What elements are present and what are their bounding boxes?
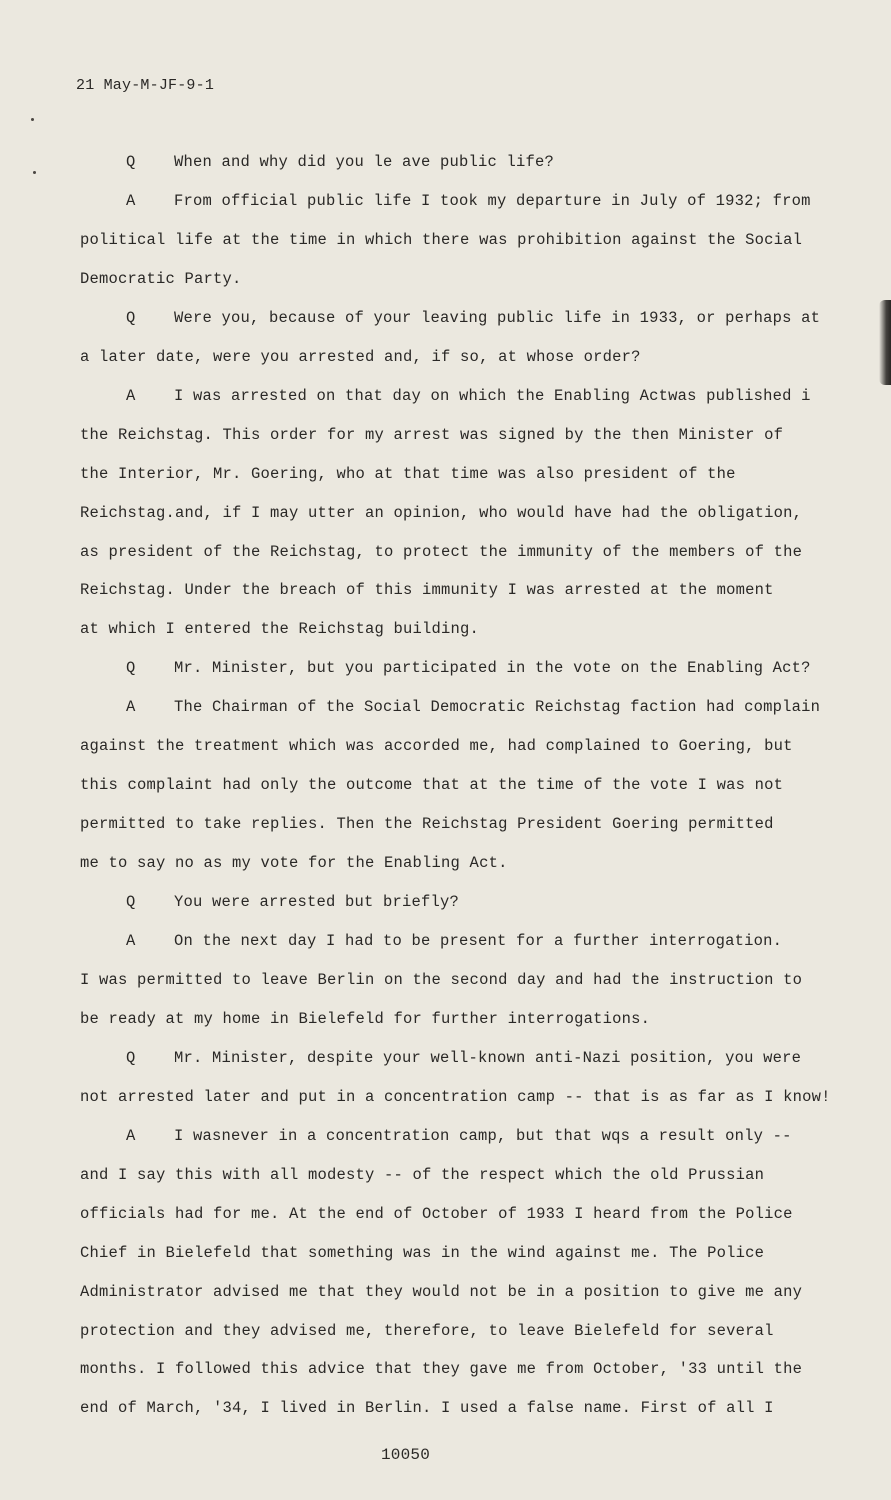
answer-marker: A [126, 932, 136, 950]
text-line: as president of the Reichstag, to protect the immunity of the members of the [80, 542, 803, 561]
answer-text: From official public life I took my departure in July of 1932; from [174, 191, 811, 210]
text-line: officials had for me. At the end of October of 1933 I heard from the Police [80, 1204, 793, 1223]
answer-marker: A [126, 698, 136, 717]
question-text: Were you, because of your leaving public life in 1933, or perhaps at [174, 308, 821, 327]
text-line: permitted to take replies. Then the Reichstag President Goering permitted [80, 815, 774, 834]
text-line: political life at the time in which there was prohibition against the Social [80, 230, 803, 249]
answer-marker: A [126, 1126, 136, 1145]
question-text: Mr. Minister, despite your well-known anti-Nazi position, you were [174, 1048, 802, 1067]
answer-text: The Chairman of the Social Democratic Reichstag faction had complain [174, 698, 821, 717]
answer-text: On the next day I had to be present for a further interrogation. [174, 932, 783, 950]
text-line: the Interior, Mr. Goering, who at that time was also president of the [80, 464, 736, 483]
text-line: this complaint had only the outcome that at the time of the vote I was not [80, 776, 784, 795]
text-line: I was permitted to leave Berlin on the second day and had the instruction to [80, 970, 803, 989]
stray-mark [33, 171, 36, 174]
answer-text: I was arrested on that day on which the Enabling Actwas published i [174, 386, 811, 405]
question-text: When and why did you le ave public life? [174, 153, 555, 171]
text-line: protection and they advised me, therefore, to leave Bielefeld for several [80, 1321, 774, 1340]
text-line: Chief in Bielefeld that something was in the wind against me. The Police [80, 1243, 765, 1262]
text-line: the Reichstag. This order for my arrest was signed by the then Minister of [80, 425, 784, 444]
document-header: 21 May-M-JF-9-1 [76, 77, 215, 94]
question-marker: Q [126, 659, 136, 678]
question-text: You were arrested but briefly? [174, 893, 460, 912]
text-line: not arrested later and put in a concentration camp -- that is as far as I know! [80, 1087, 831, 1106]
edge-stain [879, 300, 891, 385]
text-line: and I say this with all modesty -- of the respect which the old Prussian [80, 1165, 765, 1184]
text-line: me to say no as my vote for the Enabling Act. [80, 854, 508, 873]
question-marker: Q [126, 308, 136, 327]
page-number: 10050 [381, 1446, 431, 1464]
answer-text: I wasnever in a concentration camp, but that wqs a result only -- [174, 1126, 792, 1145]
text-line: a later date, were you arrested and, if so, at whose order? [80, 347, 641, 366]
text-line: Democratic Party. [80, 269, 242, 288]
answer-marker: A [126, 386, 136, 405]
stray-mark [31, 118, 34, 121]
text-line: Reichstag. Under the breach of this immunity I was arrested at the moment [80, 581, 774, 600]
question-marker: Q [126, 1048, 136, 1067]
text-line: Reichstag.and, if I may utter an opinion, who would have had the obligation, [80, 503, 803, 522]
text-line: be ready at my home in Bielefeld for further interrogations. [80, 1009, 651, 1028]
text-line: at which I entered the Reichstag building. [80, 620, 480, 639]
question-marker: Q [126, 893, 136, 912]
text-line: end of March, '34, I lived in Berlin. I used a false name. First of all I [80, 1399, 774, 1418]
question-marker: Q [126, 153, 136, 171]
text-line: Administrator advised me that they would not be in a position to give me any [80, 1282, 803, 1301]
answer-marker: A [126, 191, 136, 210]
text-line: against the treatment which was accorded me, had complained to Goering, but [80, 737, 793, 756]
question-text: Mr. Minister, but you participated in the vote on the Enabling Act? [174, 659, 811, 678]
text-line: months. I followed this advice that they gave me from October, '33 until the [80, 1360, 803, 1379]
